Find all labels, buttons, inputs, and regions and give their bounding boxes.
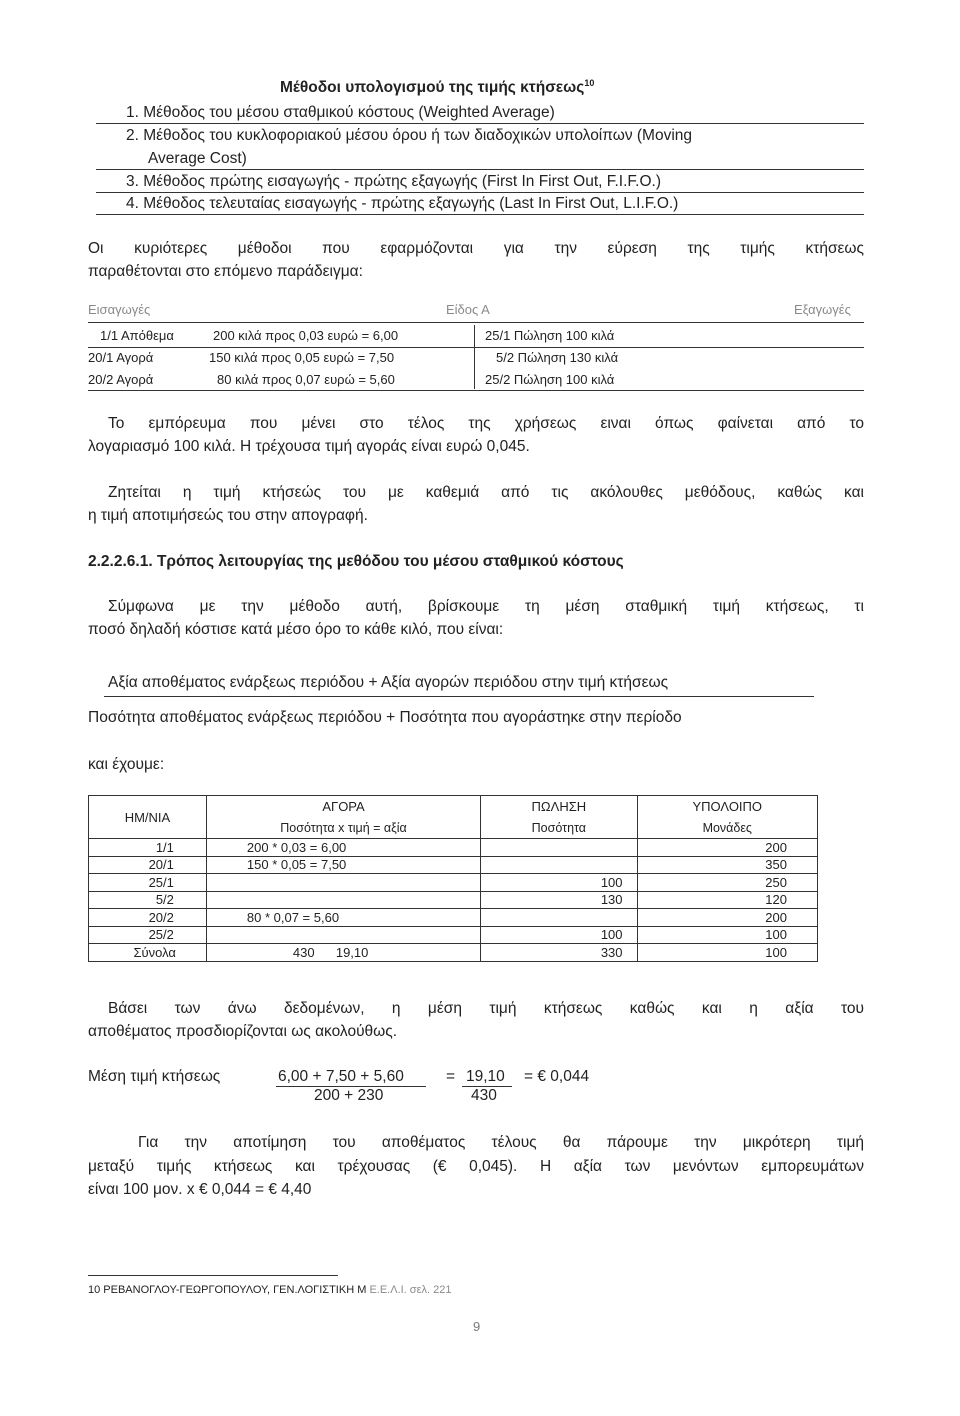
- col-buy: ΑΓΟΡΑ: [206, 796, 480, 818]
- formula-denominator: Ποσότητα αποθέματος ενάρξεως περιόδου + Ποσότητα που αγοράστηκε στην περίοδο: [88, 709, 682, 726]
- cell-date: 1/1: [89, 839, 207, 857]
- cell-total-qty: 430: [292, 944, 315, 960]
- col-sale-sub: Ποσότητα: [481, 817, 637, 839]
- calc-denominator: 200 + 230: [314, 1087, 384, 1104]
- method-3: 3. Μέθοδος πρώτης εισαγωγής - πρώτης εξαγωγής (First In First Out, F.I.F.O.): [126, 173, 661, 190]
- cell-sale: 100: [481, 874, 637, 892]
- method-2: 2. Μέθοδος του κυκλοφοριακού μέσου όρου ή των διαδοχικών υπολοίπων (Moving: [126, 127, 693, 144]
- cell-total-value: 19,10: [335, 944, 369, 960]
- cell-rem: 120: [637, 891, 817, 909]
- section-title: Τρόπος λειτουργίας της μεθόδου του μέσου σταθμικού κόστους: [156, 553, 624, 570]
- col-rem: ΥΠΟΛΟΙΠΟ: [637, 796, 817, 818]
- cell-sale: 130: [481, 891, 637, 909]
- example-header-out: Εξαγωγές: [794, 302, 851, 317]
- cell-rem: 200: [637, 909, 817, 927]
- cell-buy: 200 * 0,03 = 6,00: [206, 839, 480, 857]
- page-heading: Μέθοδοι υπολογισμού της τιμής κτήσεως$^{10}$: [280, 78, 595, 97]
- example-row-desc: 150 κιλά προς 0,05 ευρώ = 7,50: [209, 350, 395, 365]
- rule: [88, 390, 864, 391]
- section-number: 2.2.2.6.1.: [88, 553, 153, 570]
- cell-total-label: Σύνολα: [89, 944, 207, 962]
- para2-line-1: Ζητείται η τιμή κτήσεώς του με καθεμιά από τις ακόλουθες μεθόδους, καθώς και: [108, 484, 864, 501]
- cell-buy: [206, 874, 480, 892]
- example-row-desc: 80 κιλά προς 0,07 ευρώ = 5,60: [217, 372, 395, 387]
- formula-numerator: Αξία αποθέματος ενάρξεως περιόδου + Αξία αγορών περιόδου στην τιμή κτήσεως: [108, 674, 669, 691]
- cell-rem: 250: [637, 874, 817, 892]
- intro-line-2: παραθέτονται στο επόμενο παράδειγμα:: [88, 263, 363, 280]
- example-row-out: 5/2 Πώληση 130 κιλά: [496, 350, 619, 365]
- footnote-faded: Ε.Ε.Λ.Ι. σελ. 221: [369, 1284, 452, 1296]
- table-row: [89, 874, 818, 892]
- cell-date: 20/2: [89, 909, 207, 927]
- table-row: [89, 926, 818, 944]
- example-row-out: 25/2 Πώληση 100 κιλά: [485, 372, 615, 387]
- cell-rem: 200: [637, 839, 817, 857]
- calc-equals: =: [446, 1068, 456, 1085]
- method-2-cont: Average Cost): [148, 150, 247, 167]
- para4-line-1: Βάσει των άνω δεδομένων, η μέση τιμή κτήσεως καθώς και η αξία του: [108, 1000, 864, 1017]
- cell-total-sale: 330: [481, 944, 637, 962]
- calc-numerator: 6,00 + 7,50 + 5,60: [278, 1068, 404, 1085]
- footnote-text: 10 ΡΕΒΑΝΟΓΛΟΥ-ΓΕΩΡΓΟΠΟΥΛΟΥ, ΓΕΝ.ΛΟΓΙΣΤΙΚΗ Μ: [88, 1284, 367, 1296]
- para3-line-2: ποσό δηλαδή κόστισε κατά μέσο όρο το κάθε κιλό, που είναι:: [88, 621, 504, 638]
- cell-rem: 100: [637, 926, 817, 944]
- cell-buy: 150 * 0,05 = 7,50: [206, 856, 480, 874]
- para5-line-3: είναι 100 μον. x € 0,044 = € 4,40: [88, 1181, 312, 1198]
- intro-line-1: Οι κυριότερες μέθοδοι που εφαρμόζονται για την εύρεση της τιμής κτήσεως: [88, 240, 864, 257]
- cell-buy: 80 * 0,07 = 5,60: [206, 909, 480, 927]
- para4-line-2: αποθέματος προσδιορίζονται ως ακολούθως.: [88, 1023, 398, 1040]
- rule: [474, 325, 475, 389]
- cell-sale: [481, 909, 637, 927]
- para5-line-1: Για την αποτίμηση του αποθέματος τέλους θα πάρουμε την μικρότερη τιμή: [138, 1134, 864, 1151]
- table-row: [89, 856, 818, 874]
- and-we-have: και έχουμε:: [88, 756, 165, 773]
- cell-sale: [481, 839, 637, 857]
- cell-date: 20/1: [89, 856, 207, 874]
- cell-date: 5/2: [89, 891, 207, 909]
- rule: [96, 214, 864, 215]
- example-row-date: 20/1 Αγορά: [88, 350, 154, 365]
- section-heading: [88, 553, 624, 571]
- table-total-row: [89, 944, 818, 962]
- para1-line-2: λογαριασμό 100 κιλά. Η τρέχουσα τιμή αγοράς είναι ευρώ 0,045.: [88, 438, 530, 455]
- table-row: [89, 891, 818, 909]
- rule: [96, 123, 864, 124]
- col-rem-sub: Μονάδες: [637, 817, 817, 839]
- calc-result: = € 0,044: [524, 1068, 590, 1085]
- cell-date: 25/2: [89, 926, 207, 944]
- cell-date: 25/1: [89, 874, 207, 892]
- cell-sale: [481, 856, 637, 874]
- rule: [88, 322, 864, 323]
- calc-frac-den: 430: [471, 1087, 497, 1104]
- calc-frac-num: 19,10: [466, 1068, 505, 1085]
- stock-table: [88, 795, 818, 962]
- para2-line-2: η τιμή αποτιμήσεώς του στην απογραφή.: [88, 507, 368, 524]
- footnote: [88, 1284, 451, 1296]
- fraction-bar: [104, 696, 814, 697]
- col-sale: ΠΩΛΗΣΗ: [481, 796, 637, 818]
- rule: [88, 347, 864, 348]
- cell-total-rem: 100: [637, 944, 817, 962]
- page-number: 9: [473, 1319, 481, 1334]
- method-1: 1. Μέθοδος του μέσου σταθμικού κόστους (Weighted Average): [126, 104, 555, 121]
- footnote-ref: 10: [584, 78, 595, 88]
- method-4: 4. Μέθοδος τελευταίας εισαγωγής - πρώτης εξαγωγής (Last In First Out, L.I.F.O.): [126, 195, 679, 212]
- example-row-date: 20/2 Αγορά: [88, 372, 154, 387]
- table-row: [89, 839, 818, 857]
- col-date: ΗΜ/ΝΙΑ: [89, 796, 207, 839]
- example-row-out: 25/1 Πώληση 100 κιλά: [485, 328, 615, 343]
- cell-sale: 100: [481, 926, 637, 944]
- rule: [96, 192, 864, 193]
- table-row: [89, 909, 818, 927]
- footnote-rule: [88, 1275, 338, 1276]
- cell-buy: [206, 926, 480, 944]
- calc-label: Μέση τιμή κτήσεως: [88, 1068, 221, 1085]
- col-buy-sub: Ποσότητα x τιμή = αξία: [206, 817, 480, 839]
- rule: [96, 169, 864, 170]
- para3-line-1: Σύμφωνα με την μέθοδο αυτή, βρίσκουμε τη μέση σταθμική τιμή κτήσεως, τι: [108, 598, 864, 615]
- para1-line-1: Το εμπόρευμα που μένει στο τέλος της χρήσεως ειναι όπως φαίνεται από το: [108, 415, 864, 432]
- example-header-item: Είδος Α: [446, 302, 490, 317]
- example-row-desc: 200 κιλά προς 0,03 ευρώ = 6,00: [213, 328, 399, 343]
- cell-rem: 350: [637, 856, 817, 874]
- example-header-in: Εισαγωγές: [88, 302, 151, 317]
- cell-buy: [206, 891, 480, 909]
- example-row-date: 1/1 Απόθεμα: [100, 328, 174, 343]
- para5-line-2: μεταξύ τιμής κτήσεως και τρέχουσας (€ 0,045). Η αξία των μενόντων εμπορευμάτων: [88, 1158, 864, 1175]
